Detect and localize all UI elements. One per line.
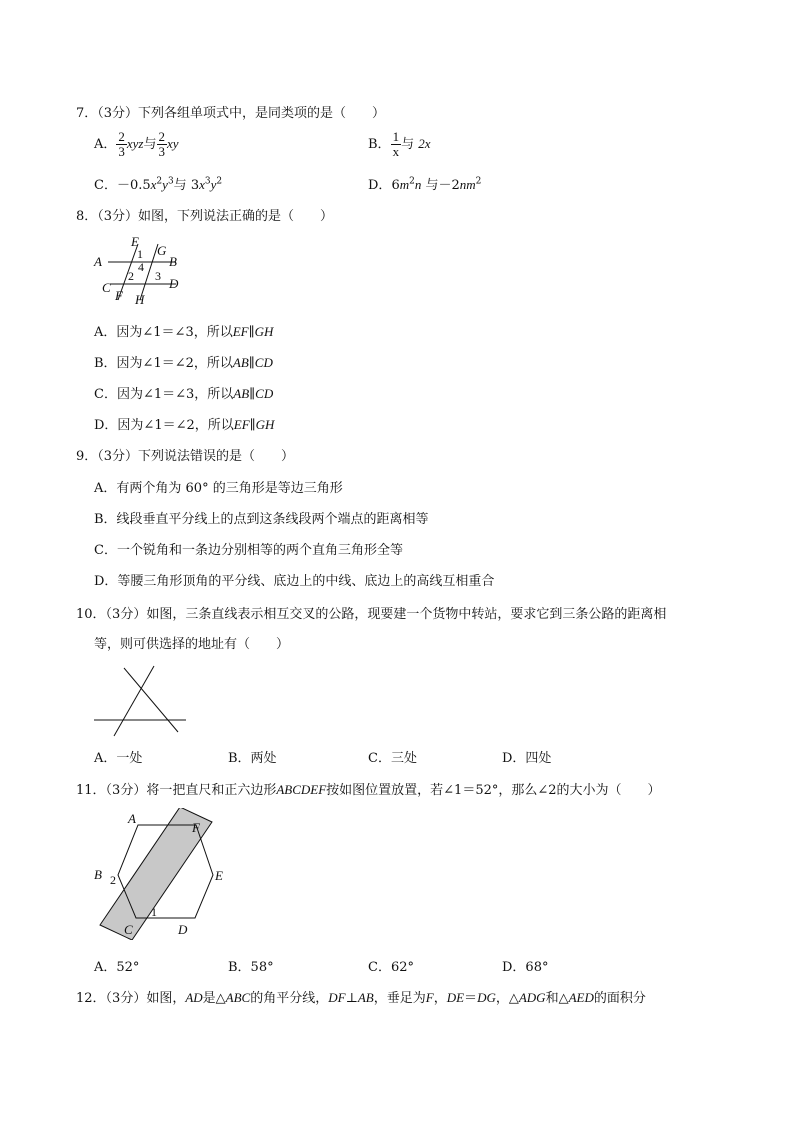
- q10-option-d: D．四处: [502, 751, 552, 766]
- q10-option-c: C．三处: [368, 751, 417, 766]
- label-f: F: [192, 820, 200, 835]
- label-f: F: [115, 288, 123, 303]
- label-angle-1: 1: [137, 247, 143, 261]
- label-d: D: [178, 922, 188, 937]
- label-angle-2: 2: [128, 269, 134, 283]
- road-left: [114, 666, 154, 736]
- label-b: B: [169, 254, 177, 269]
- road-right: [124, 668, 178, 732]
- q11-option-d: D．68°: [502, 960, 549, 975]
- label-b: B: [94, 867, 102, 882]
- q8-option-b: B．因为∠1＝∠2，所以AB∥CD: [94, 355, 273, 371]
- label-g: G: [157, 243, 167, 258]
- q7-option-a: A． $\frac{2}{3}$ xyz与 $\frac{2}{3}$ xy: [94, 129, 179, 159]
- q7-option-c: C．$-0.5x^2y^3$与 $3x^3y^2$: [94, 176, 223, 193]
- q12-stem: 12．（3分）如图，AD是△ABC的角平分线，DF⊥AB，垂足为F，DE＝DG，△ADG和△AED的面积分: [76, 990, 646, 1006]
- q9-option-b: B．线段垂直平分线上的点到这条线段两个端点的距离相等: [94, 512, 429, 527]
- q11-stem: 11．（3分）将一把直尺和正六边形ABCDEF按如图位置放置，若∠1＝52°，那么∠2的大小为（ ）: [76, 782, 661, 798]
- q9-stem: 9．（3分）下列说法错误的是（ ）: [76, 449, 295, 464]
- label-angle-3: 3: [155, 269, 161, 283]
- label-e: E: [131, 234, 139, 249]
- q11-option-a: A．52°: [94, 960, 140, 975]
- q10-figure: [92, 660, 192, 738]
- label-angle-4: 4: [138, 260, 144, 274]
- q7-option-b: B． $\frac{1}{x}$ 与 2x: [368, 129, 431, 159]
- q9-option-c: C．一个锐角和一条边分别相等的两个直角三角形全等: [94, 543, 403, 558]
- label-a: A: [128, 811, 136, 826]
- q8-option-c: C．因为∠1＝∠3，所以AB∥CD: [94, 386, 274, 402]
- q9-option-a: A．有两个角为 60° 的三角形是等边三角形: [94, 481, 343, 496]
- q11-figure: [88, 808, 236, 940]
- label-angle-1: 1: [151, 905, 157, 919]
- q7-stem: 7．（3分）下列各组单项式中，是同类项的是（ ）: [76, 106, 386, 121]
- label-h: H: [135, 292, 145, 307]
- label-angle-2: 2: [110, 873, 116, 887]
- label-a: A: [94, 254, 102, 269]
- fraction: $\frac{2}{3}$: [158, 129, 166, 159]
- q8-option-d: D．因为∠1＝∠2，所以EF∥GH: [94, 417, 275, 433]
- fraction: $\frac{2}{3}$: [118, 129, 125, 159]
- q10-option-a: A．一处: [94, 751, 143, 766]
- label-d: D: [169, 276, 179, 291]
- label-c: C: [124, 922, 133, 937]
- label-e: E: [215, 868, 223, 883]
- q9-option-d: D．等腰三角形顶角的平分线、底边上的中线、底边上的高线互相重合: [94, 574, 495, 589]
- label-c: C: [102, 280, 111, 295]
- q10-stem-line1: 10．（3分）如图，三条直线表示相互交叉的公路，现要建一个货物中转站，要求它到三条公路的距离相: [76, 607, 667, 622]
- q11-option-b: B．58°: [228, 960, 274, 975]
- q11-option-c: C．62°: [368, 960, 414, 975]
- q10-stem-line2: 等，则可供选择的地址有（ ）: [94, 637, 290, 652]
- q8-figure: [88, 230, 198, 310]
- q7-option-d: D．$6m^2n$ 与$-2nm^2$: [368, 176, 482, 193]
- q10-option-b: B．两处: [228, 751, 277, 766]
- q8-option-a: A．因为∠1＝∠3，所以EF∥GH: [94, 324, 274, 340]
- q8-stem: 8．（3分）如图，下列说法正确的是（ ）: [76, 209, 334, 224]
- fraction: $\frac{1}{x}$: [392, 129, 400, 159]
